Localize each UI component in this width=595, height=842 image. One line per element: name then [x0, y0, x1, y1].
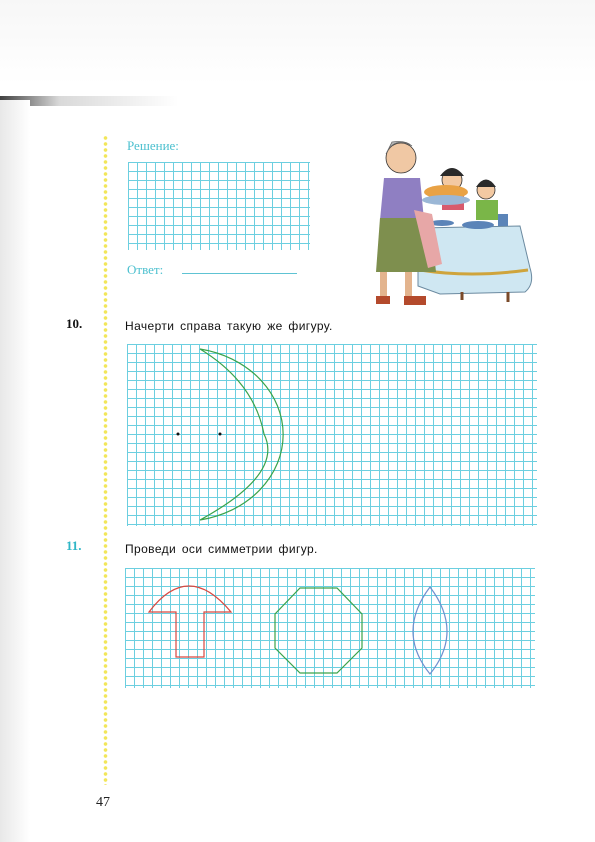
solution-label: Решение:	[127, 138, 179, 153]
task-11-text: Проведи оси симметрии фигур.	[125, 542, 318, 556]
page-number: 47	[96, 795, 110, 810]
task-10-number: 10.	[66, 316, 83, 331]
task-11-number: 11.	[66, 538, 82, 553]
task-10-text: Начерти справа такую же фигуру.	[125, 319, 333, 333]
mushroom-shape	[149, 586, 231, 657]
leaf-shape	[413, 587, 447, 674]
octagon-shape	[275, 588, 362, 673]
answer-label: Ответ:	[127, 262, 164, 277]
